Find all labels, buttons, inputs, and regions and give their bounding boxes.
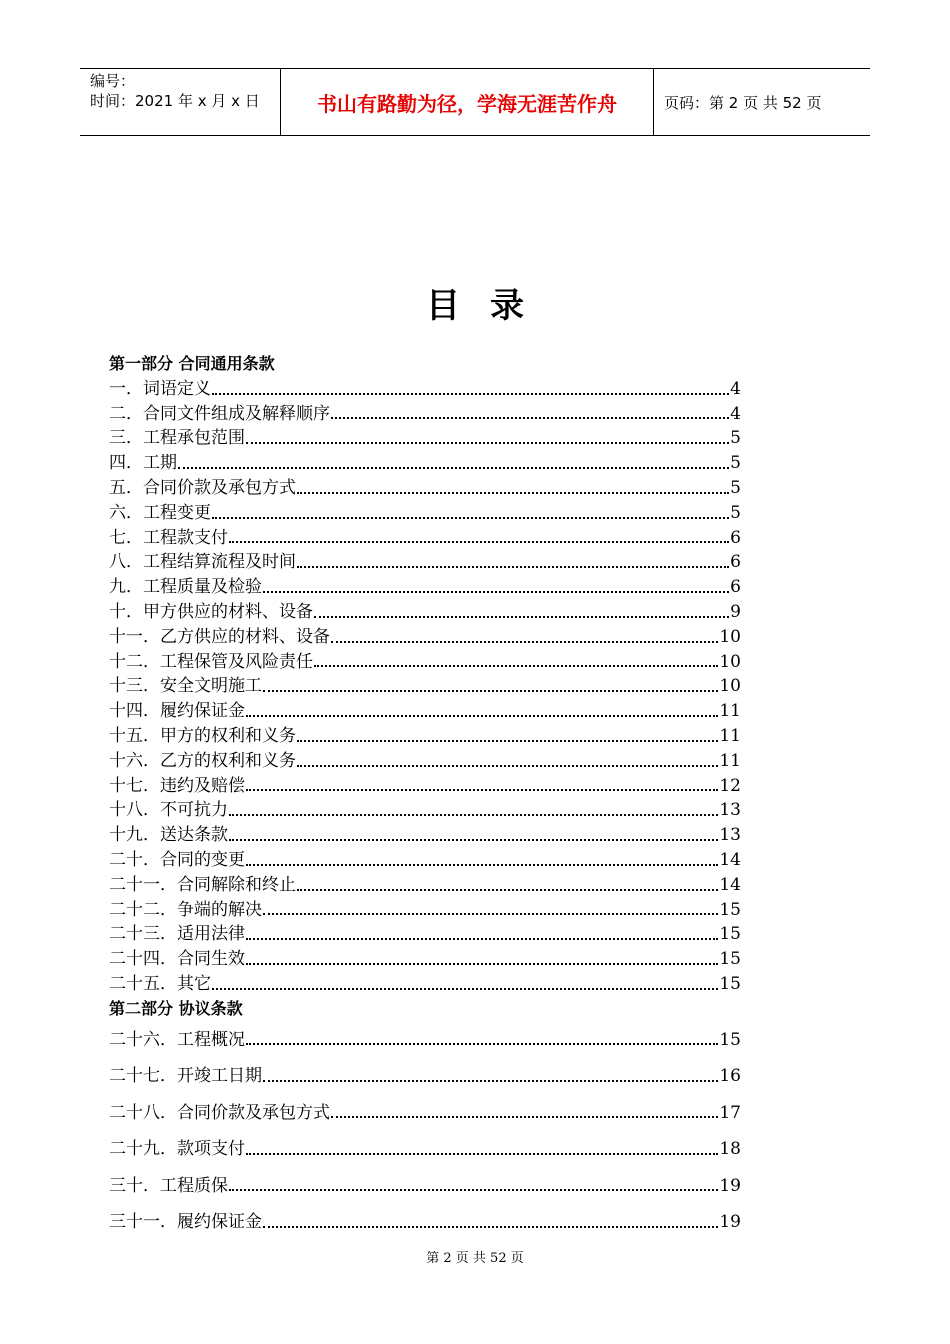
- toc-leader-dots: [297, 764, 718, 767]
- toc-entry-label: 二十六．工程概况: [109, 1029, 245, 1050]
- toc-entry[interactable]: [109, 823, 741, 848]
- toc-entry-page: 5: [730, 428, 741, 449]
- toc-entry-page: 17: [719, 1102, 741, 1123]
- toc-entry-label: 十一．乙方供应的材料、设备: [109, 626, 330, 647]
- part2-title: 第二部分 协议条款: [109, 998, 243, 1018]
- toc-entry[interactable]: [109, 550, 741, 575]
- toc-entry-page: 14: [719, 849, 741, 870]
- toc-leader-dots: [246, 714, 718, 717]
- toc-entry-label: 九．工程质量及检验: [109, 577, 262, 598]
- toc-entry[interactable]: [109, 476, 741, 501]
- toc-entry-label: 六．工程变更: [109, 502, 211, 523]
- toc-entry-label: 二十二．争端的解决: [109, 899, 262, 920]
- toc-leader-dots: [246, 962, 718, 965]
- toc-leader-dots: [263, 689, 718, 692]
- toc-entry-page: 15: [719, 924, 741, 945]
- toc-leader-dots: [314, 664, 718, 667]
- toc-leader-dots: [297, 491, 729, 494]
- toc-entry-page: 19: [719, 1212, 741, 1233]
- toc-entry-page: 19: [719, 1175, 741, 1196]
- toc-entry-page: 5: [730, 502, 741, 523]
- toc-leader-dots: [246, 937, 718, 940]
- toc-entry-page: 9: [730, 601, 741, 622]
- toc-leader-dots: [331, 640, 718, 643]
- toc-entry-label: 五．合同价款及承包方式: [109, 477, 296, 498]
- part1-list: [109, 377, 741, 997]
- toc-entry[interactable]: [109, 1168, 741, 1205]
- toc-entry[interactable]: [109, 1058, 741, 1095]
- toc-leader-dots: [246, 1152, 718, 1155]
- toc-leader-dots: [212, 516, 729, 519]
- toc-entry-label: 十三．安全文明施工: [109, 676, 262, 697]
- toc-entry-label: 十六．乙方的权利和义务: [109, 750, 296, 771]
- toc-entry[interactable]: [109, 575, 741, 600]
- toc-entry-page: 5: [730, 453, 741, 474]
- toc-entry-page: 11: [719, 750, 741, 771]
- toc-entry-page: 15: [719, 1029, 741, 1050]
- toc-entry[interactable]: [109, 724, 741, 749]
- toc-leader-dots: [229, 838, 718, 841]
- toc-entry[interactable]: [109, 377, 741, 402]
- toc-entry-label: 八．工程结算流程及时间: [109, 552, 296, 573]
- toc-entry-page: 11: [719, 725, 741, 746]
- toc-leader-dots: [246, 863, 718, 866]
- toc-entry-page: 13: [719, 800, 741, 821]
- page-header: [80, 68, 870, 136]
- toc-leader-dots: [246, 1042, 718, 1045]
- toc-entry-label: 二十七．开竣工日期: [109, 1066, 262, 1087]
- toc-leader-dots: [263, 1079, 718, 1082]
- toc-entry[interactable]: [109, 426, 741, 451]
- toc-entry-page: 14: [719, 874, 741, 895]
- toc-entry[interactable]: [109, 1022, 741, 1059]
- header-page-info: 页码：第 2 页 共 52 页: [664, 93, 822, 112]
- toc-entry[interactable]: [109, 972, 741, 997]
- toc-entry-label: 十四．履约保证金: [109, 701, 245, 722]
- toc-leader-dots: [263, 590, 729, 593]
- toc-entry-label: 三十．工程质保: [109, 1175, 228, 1196]
- toc-entry-label: 三．工程承包范围: [109, 428, 245, 449]
- toc-entry-label: 十二．工程保管及风险责任: [109, 651, 313, 672]
- toc-leader-dots: [314, 615, 729, 618]
- toc-entry[interactable]: [109, 774, 741, 799]
- toc-leader-dots: [229, 1188, 718, 1191]
- toc-entry-label: 二十三．适用法律: [109, 924, 245, 945]
- toc-entry-label: 十九．送达条款: [109, 825, 228, 846]
- toc-entry[interactable]: [109, 1131, 741, 1168]
- page-footer: 第 2 页 共 52 页: [426, 1251, 524, 1266]
- toc-entry-label: 一．词语定义: [109, 378, 211, 399]
- toc-entry-label: 二十四．合同生效: [109, 949, 245, 970]
- toc-leader-dots: [297, 565, 729, 568]
- part1-title: 第一部分 合同通用条款: [109, 354, 275, 373]
- toc-entry-page: 5: [730, 477, 741, 498]
- toc-entry[interactable]: [109, 600, 741, 625]
- toc-entry[interactable]: [109, 625, 741, 650]
- toc-entry[interactable]: [109, 749, 741, 774]
- toc-entry[interactable]: [109, 501, 741, 526]
- toc-entry[interactable]: [109, 526, 741, 551]
- toc-entry-page: 10: [719, 651, 741, 672]
- toc-leader-dots: [178, 466, 729, 469]
- toc-entry-label: 二十．合同的变更: [109, 849, 245, 870]
- toc-entry-page: 11: [719, 701, 741, 722]
- toc-entry[interactable]: [109, 650, 741, 675]
- toc-entry-page: 6: [730, 552, 741, 573]
- toc-leader-dots: [246, 441, 729, 444]
- toc-leader-dots: [229, 813, 718, 816]
- toc-entry-label: 二．合同文件组成及解释顺序: [109, 403, 330, 424]
- toc-leader-dots: [246, 788, 718, 791]
- toc-entry-label: 四．工期: [109, 453, 177, 474]
- part2-list: [109, 1022, 741, 1241]
- number-label: 编号：: [90, 72, 136, 90]
- toc-entry-page: 16: [719, 1066, 741, 1087]
- toc-entry[interactable]: [109, 1095, 741, 1132]
- header-meta: [80, 69, 281, 135]
- toc-entry-page: 6: [730, 527, 741, 548]
- toc-entry[interactable]: [109, 898, 741, 923]
- toc-entry-page: 15: [719, 899, 741, 920]
- toc-entry-label: 三十一．履约保证金: [109, 1212, 262, 1233]
- toc-entry[interactable]: [109, 674, 741, 699]
- toc-entry-page: 18: [719, 1139, 741, 1160]
- toc-entry[interactable]: [109, 798, 741, 823]
- time-label: 时间：2021 年 x 月 x 日: [90, 92, 260, 110]
- toc-leader-dots: [212, 392, 729, 395]
- toc-entry-label: 二十九．款项支付: [109, 1139, 245, 1160]
- toc-entry-page: 4: [730, 403, 741, 424]
- toc-leader-dots: [263, 1225, 718, 1228]
- toc-entry-label: 十七．违约及赔偿: [109, 775, 245, 796]
- toc-entry-label: 二十五．其它: [109, 973, 211, 994]
- page-title: 目录: [426, 286, 554, 326]
- toc-entry[interactable]: [109, 873, 741, 898]
- toc-leader-dots: [229, 540, 729, 543]
- toc-leader-dots: [297, 888, 718, 891]
- toc-leader-dots: [263, 912, 718, 915]
- header-motto: 书山有路勤为径，学海无涯苦作舟: [281, 69, 654, 135]
- toc-leader-dots: [297, 739, 718, 742]
- toc-entry-page: 12: [719, 775, 741, 796]
- toc-entry[interactable]: [109, 922, 741, 947]
- toc-entry-label: 十八．不可抗力: [109, 800, 228, 821]
- toc-entry[interactable]: [109, 1204, 741, 1241]
- toc-entry-label: 十．甲方供应的材料、设备: [109, 601, 313, 622]
- toc-entry-page: 10: [719, 676, 741, 697]
- toc-entry[interactable]: [109, 699, 741, 724]
- toc-entry-page: 6: [730, 577, 741, 598]
- toc-entry-page: 4: [730, 378, 741, 399]
- toc-entry[interactable]: [109, 947, 741, 972]
- toc-entry[interactable]: [109, 848, 741, 873]
- toc-entry[interactable]: [109, 402, 741, 427]
- toc-entry-label: 十五．甲方的权利和义务: [109, 725, 296, 746]
- toc-entry-label: 二十八．合同价款及承包方式: [109, 1102, 330, 1123]
- toc-leader-dots: [331, 1115, 718, 1118]
- toc-leader-dots: [212, 987, 718, 990]
- toc-entry-page: 15: [719, 973, 741, 994]
- toc-entry-label: 七．工程款支付: [109, 527, 228, 548]
- toc-entry-page: 10: [719, 626, 741, 647]
- toc-entry-page: 13: [719, 825, 741, 846]
- toc-leader-dots: [331, 416, 729, 419]
- table-of-contents: [109, 352, 741, 1241]
- toc-entry-label: 二十一．合同解除和终止: [109, 874, 296, 895]
- toc-entry-page: 15: [719, 949, 741, 970]
- toc-entry[interactable]: [109, 451, 741, 476]
